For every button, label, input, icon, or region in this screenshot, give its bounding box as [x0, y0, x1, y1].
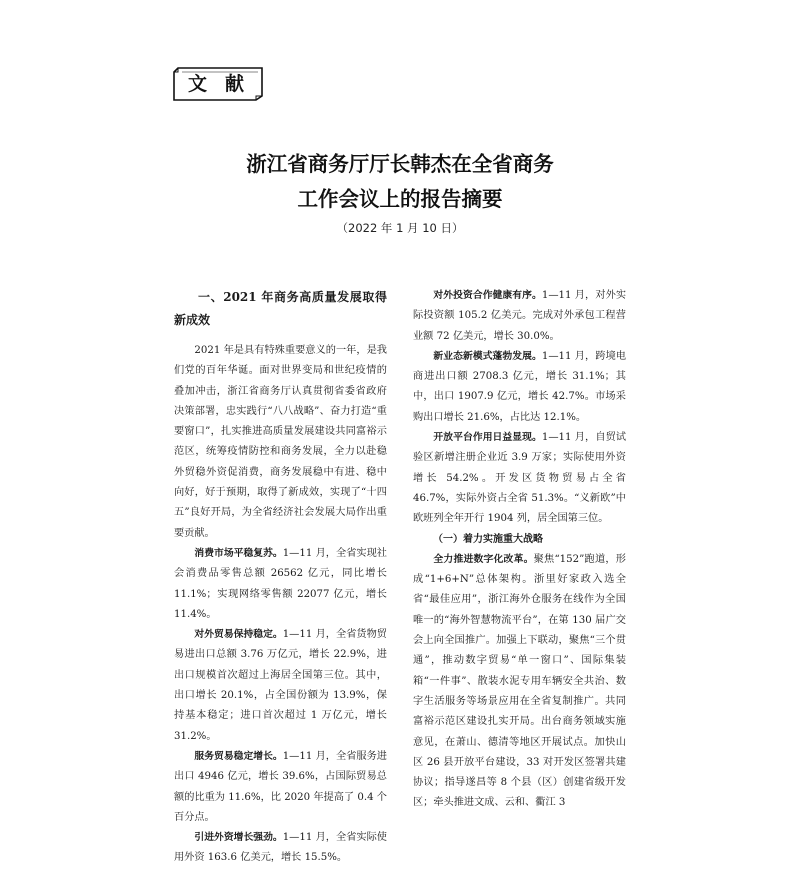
item-text: 1—11 月，全省实际使用外资 163.6 亿美元，增长 15.5%。 [174, 832, 387, 864]
item-paragraph [413, 550, 626, 814]
article-title-line1: 浙江省商务厅厅长韩杰在全省商务 [246, 152, 554, 176]
item-text: 1—11 月，全省实现社会消费品零售总额 26562 亿元，同比增长 11.1%；实现网络零售额 22077 亿元，增长 11.4%。 [174, 547, 387, 620]
left-column [174, 286, 387, 869]
item-keyword: 全力推进数字化改革。 [433, 553, 534, 565]
right-column [413, 286, 626, 814]
item-paragraph [413, 428, 626, 529]
item-paragraph [174, 625, 387, 747]
item-paragraph [174, 828, 387, 869]
item-keyword: 引进外资增长强劲。 [194, 832, 283, 844]
item-text: 1—11 月，自贸试验区新增注册企业近 3.9 万家；实际使用外资增长 54.2%。开发区货物贸易占全省 46.7%，实际外资占全省 51.3%。“义新欧”中欧班列全年开行 1904 列，居全国第三位。 [413, 432, 627, 525]
item-keyword: 消费市场平稳复苏。 [194, 547, 283, 559]
item-keyword: 服务贸易稳定增长。 [194, 750, 283, 762]
article-date: （2022 年 1 月 10 日） [336, 221, 464, 235]
item-paragraph [174, 747, 387, 828]
item-text: 1—11 月，对外实际投资额 105.2 亿美元。完成对外承包工程营业额 72 亿美元，增长 30.0%。 [413, 290, 627, 342]
article-title-line2: 工作会议上的报告摘要 [297, 187, 503, 211]
sub-heading: （一）着力实施重大战略 [433, 533, 543, 545]
item-text: 1—11 月，全省服务进出口 4946 亿元，增长 39.6%，占国际贸易总额的比重为 11.6%，比 2020 年提高了 0.4 个百分点。 [174, 750, 387, 823]
item-text: 聚焦“152”跑道，形成“1+6+N”总体架构。浙里好家政入选全省“最佳应用”，浙江海外仓服务在线作为全国唯一的“海外智慧物流平台”，在第 130 届广交会上向全国推广。加强上下联动，聚焦“三个贯通”，推动数字贸易“单一窗口”、国际集装箱“一件事”、散装水泥专用车辆安全共治、数字生活服务等场景应用在全省复制推广。共同富裕示范区建设扎实开局。出台商务领域实施意见，在萧山、德清等地区开展试点。加快山区 26 县开放平台建设，33 对开发区签署共建协议；指导遂昌等 8 个县（区）创建省级开发区；牵头推进文成、云和、衢江 3 [413, 553, 626, 809]
item-paragraph [174, 544, 387, 625]
section-heading-1: 一、2021 年商务高质量发展取得新成效 [174, 290, 387, 327]
item-keyword: 新业态新模式蓬勃发展。 [433, 350, 542, 362]
item-keyword: 对外投资合作健康有序。 [433, 290, 542, 301]
section-tag [172, 66, 264, 102]
item-text: 1—11 月，全省货物贸易进出口总额 3.76 万亿元，增长 22.9%，进出口规模首次超过上海居全国第三位。其中，出口增长 20.1%，占全国份额为 13.9%，保持基本稳定；进口首次超过 1 万亿元，增长 31.2%。 [174, 629, 387, 742]
item-keyword: 对外贸易保持稳定。 [194, 629, 283, 641]
item-paragraph [413, 347, 626, 428]
item-keyword: 开放平台作用日益显现。 [433, 432, 542, 444]
section-label: 文献 [187, 73, 262, 95]
intro-paragraph: 2021 年是具有特殊重要意义的一年，是我们党的百年华诞。面对世界变局和世纪疫情的叠加冲击，浙江省商务厅认真贯彻省委省政府决策部署，忠实践行“八八战略”、奋力打造“重要窗口”，扎实推进高质量发展建设共同富裕示范区，统筹疫情防控和商务发展，全力以赴稳外贸稳外资促消费，商务发展稳中有进、稳中向好，好于预期，取得了新成效，实现了“十四五”良好开局，为全省经济社会发展大局作出重要贡献。 [174, 345, 387, 539]
item-text: 1—11 月，跨境电商进出口额 2708.3 亿元，增长 31.1%；其中，出口 1907.9 亿元，增长 42.7%。市场采购出口增长 21.6%，占比达 12.1%。 [413, 350, 627, 423]
item-paragraph [413, 286, 626, 347]
